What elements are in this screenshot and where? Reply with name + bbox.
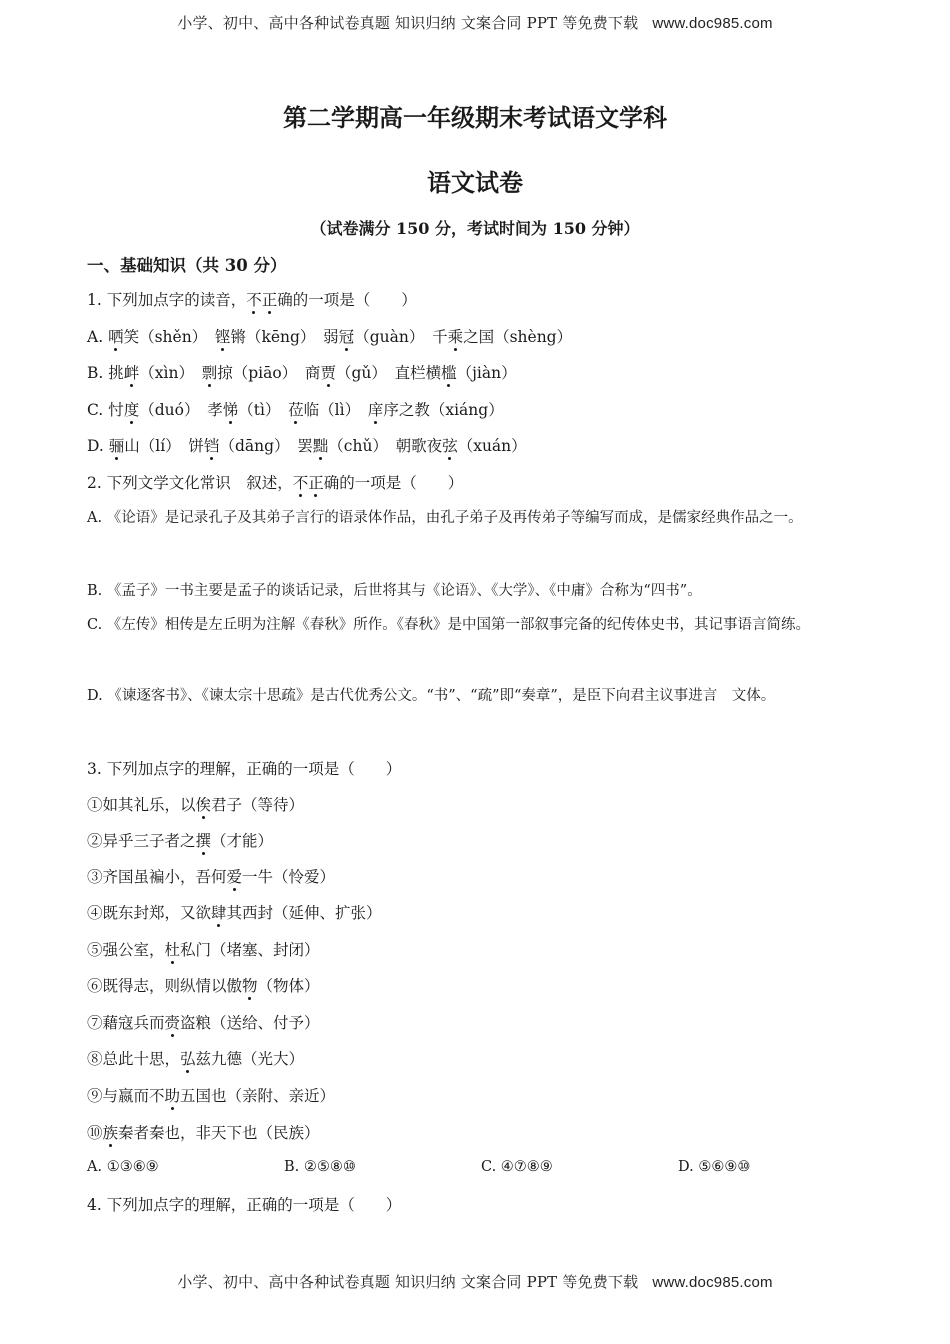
dotted-char: 族 bbox=[102, 1124, 119, 1142]
choice-d: D. ⑤⑥⑨⑩ bbox=[678, 1159, 751, 1175]
section-heading: 一、基础知识（共 30 分） bbox=[87, 256, 287, 275]
question-2-option-c: C. 《左传》相传是左丘明为注解《春秋》所作。《春秋》是中国第一部叙事完备的纪传体史书，其记事语言简练。 bbox=[87, 617, 811, 633]
dotted-char: 赍 bbox=[164, 1014, 181, 1032]
dotted-char: 助 bbox=[164, 1087, 181, 1105]
footer-text: 小学、初中、高中各种试卷真题 知识归纳 文案合同 PPT 等免费下载 bbox=[177, 1273, 639, 1291]
question-2-stem: 2. 下列文学文化常识 叙述，不正确的一项是（ ） bbox=[87, 474, 464, 492]
page-footer bbox=[0, 1271, 950, 1292]
choice-a: A. ①③⑥⑨ bbox=[87, 1159, 159, 1175]
question-3-item: ⑨与嬴而不助五国也（亲附、亲近） bbox=[87, 1087, 336, 1105]
dotted-char: 度 bbox=[123, 401, 140, 419]
header-text: 小学、初中、高中各种试卷真题 知识归纳 文案合同 PPT 等免费下载 bbox=[177, 14, 639, 32]
question-1-option-d: D. 骊山（lí） 饼铛（dāng） 罢黜（chǔ） 朝歌夜弦（xuán） bbox=[87, 437, 527, 455]
dotted-char: 骊 bbox=[108, 437, 125, 455]
dotted-char: 不 bbox=[292, 474, 309, 492]
dotted-char: 剽 bbox=[201, 364, 218, 382]
question-1-option-c: C. 忖度（duó） 孝悌（tì） 莅临（lì） 庠序之教（xiáng） bbox=[87, 401, 504, 419]
dotted-char: 不 bbox=[246, 291, 262, 309]
dotted-char: 莅 bbox=[288, 401, 304, 419]
question-3-item: ⑩族秦者秦也，非天下也（民族） bbox=[87, 1124, 320, 1142]
dotted-char: 贾 bbox=[320, 364, 336, 382]
exam-note: （试卷满分 150 分，考试时间为 150 分钟） bbox=[310, 219, 640, 238]
dotted-char: 衅 bbox=[123, 364, 140, 382]
question-3-item: ②异乎三子者之撰（才能） bbox=[87, 832, 274, 850]
question-2-option-d: D. 《谏逐客书》、《谏太宗十思疏》是古代优秀公文。“书”、“疏”即“奏章”，是臣下向君主议事进言 文体。 bbox=[87, 688, 776, 704]
dotted-char: 槛 bbox=[441, 364, 457, 382]
question-2-option-b: B. 《孟子》一书主要是孟子的谈话记录，后世将其与《论语》、《大学》、《中庸》合称为“四书”。 bbox=[87, 583, 702, 599]
question-2-option-a: A. 《论语》是记录孔子及其弟子言行的语录体作品，由孔子弟子及再传弟子等编写而成，是儒家经典作品之一。 bbox=[87, 510, 803, 526]
dotted-char: 弦 bbox=[442, 437, 458, 455]
question-3-item: ⑥既得志，则纵情以傲物（物体） bbox=[87, 977, 320, 995]
question-3-stem: 3. 下列加点字的理解，正确的一项是（ ） bbox=[87, 760, 402, 778]
dotted-char: 冠 bbox=[338, 328, 355, 346]
question-3-options bbox=[87, 1157, 750, 1175]
dotted-char: 乘 bbox=[447, 328, 464, 346]
dotted-char: 物 bbox=[242, 977, 258, 995]
dotted-char: 弘 bbox=[180, 1050, 196, 1068]
dotted-char: 正 bbox=[261, 291, 278, 309]
question-1-option-b: B. 挑衅（xìn） 剽掠（piāo） 商贾（gǔ） 直栏横槛（jiàn） bbox=[87, 364, 517, 382]
question-4-stem: 4. 下列加点字的理解，正确的一项是（ ） bbox=[87, 1196, 402, 1214]
question-3-item: ⑦藉寇兵而赍盗粮（送给、付予） bbox=[87, 1014, 320, 1032]
dotted-char: 铛 bbox=[203, 437, 220, 455]
question-3-item: ①如其礼乐，以俟君子（等待） bbox=[87, 796, 305, 814]
dotted-char: 撰 bbox=[195, 832, 212, 850]
dotted-char: 正 bbox=[308, 474, 324, 492]
dotted-char: 爱 bbox=[226, 868, 243, 886]
footer-url[interactable]: www.doc985.com bbox=[652, 1274, 773, 1291]
exam-subtitle: 语文试卷 bbox=[427, 168, 523, 197]
dotted-char: 庠 bbox=[367, 401, 384, 419]
question-1-stem: 1. 下列加点字的读音，不正确的一项是（ ） bbox=[87, 291, 417, 309]
exam-title: 第二学期高一年级期末考试语文学科 bbox=[283, 103, 667, 132]
dotted-char: 铿 bbox=[214, 328, 231, 346]
page-header bbox=[0, 12, 950, 33]
question-3-item: ⑤强公室，杜私门（堵塞、封闭） bbox=[87, 941, 320, 959]
question-1-option-a: A. 哂笑（shěn） 铿锵（kēng） 弱冠（guàn） 千乘之国（shèng） bbox=[87, 328, 573, 346]
dotted-char: 肆 bbox=[211, 904, 227, 922]
dotted-char: 俟 bbox=[195, 796, 212, 814]
dotted-char: 黜 bbox=[312, 437, 329, 455]
choice-b: B. ②⑤⑧⑩ bbox=[284, 1159, 356, 1175]
dotted-char: 悌 bbox=[222, 401, 239, 419]
choice-c: C. ④⑦⑧⑨ bbox=[481, 1159, 553, 1175]
dotted-char: 杜 bbox=[164, 941, 181, 959]
question-3-item: ③齐国虽褊小，吾何爱一牛（怜爱） bbox=[87, 868, 336, 886]
dotted-char: 哂 bbox=[108, 328, 124, 346]
header-url[interactable]: www.doc985.com bbox=[652, 15, 773, 32]
question-3-item: ④既东封郑，又欲肆其西封（延伸、扩张） bbox=[87, 904, 382, 922]
question-3-item: ⑧总此十思，弘兹九德（光大） bbox=[87, 1050, 305, 1068]
